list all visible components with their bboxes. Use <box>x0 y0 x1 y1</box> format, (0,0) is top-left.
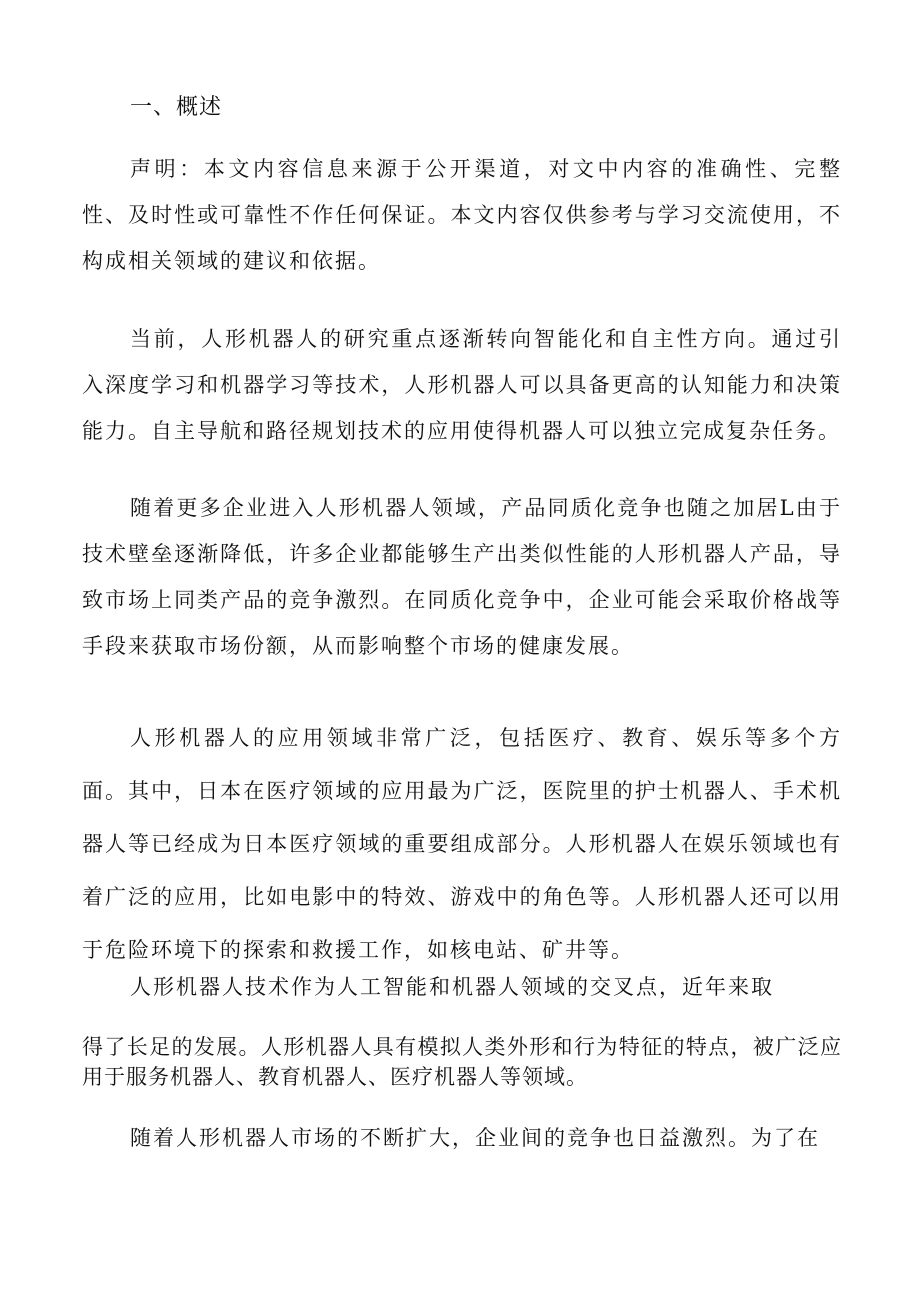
application-fields-paragraph: 人形机器人的应用领域非常广泛，包括医疗、教育、娱乐等多个方面。其中，日本在医疗领域的应用最为广泛，医院里的护士机器人、手术机器人等已经成为日本医疗领域的重要组成部分。人形机器人在娱乐领域也有着广泛的应用，比如电影中的特效、游戏中的角色等。人形机器人还可以用于危险环境下的探索和救援工作，如核电站、矿井等。 <box>82 726 842 962</box>
market-expansion-paragraph: 随着人形机器人市场的不断扩大，企业间的竞争也日益激烈。为了在 <box>130 1126 820 1150</box>
technology-paragraph-first-line: 人形机器人技术作为人工智能和机器人领域的交叉点，近年来取 <box>130 975 774 999</box>
disclaimer-paragraph: 声明：本文内容信息来源于公开渠道，对文中内容的准确性、完整性、及时性或可靠性不作任何保证。本文内容仅供参考与学习交流使用，不构成相关领域的建议和依据。 <box>82 157 842 273</box>
section-heading: 一、概述 <box>130 95 223 120</box>
research-focus-paragraph: 当前，人形机器人的研究重点逐渐转向智能化和自主性方向。通过引入深度学习和机器学习等技术，人形机器人可以具备更高的认知能力和决策能力。自主导航和路径规划技术的应用使得机器人可以独立完成复杂任务。 <box>82 327 842 443</box>
technology-paragraph-continuation: 得了长足的发展。人形机器人具有模拟人类外形和行为特征的特点，被广泛应用于服务机器人、教育机器人、医疗机器人等领域。 <box>82 1035 842 1089</box>
competition-paragraph: 随着更多企业进入人形机器人领域，产品同质化竞争也随之加居L由于技术壁垒逐渐降低，许多企业都能够生产出类似性能的人形机器人产品，导致市场上同类产品的竞争激烈。在同质化竞争中，企业可能会采取价格战等手段来获取市场份额，从而影响整个市场的健康发展。 <box>82 496 842 658</box>
